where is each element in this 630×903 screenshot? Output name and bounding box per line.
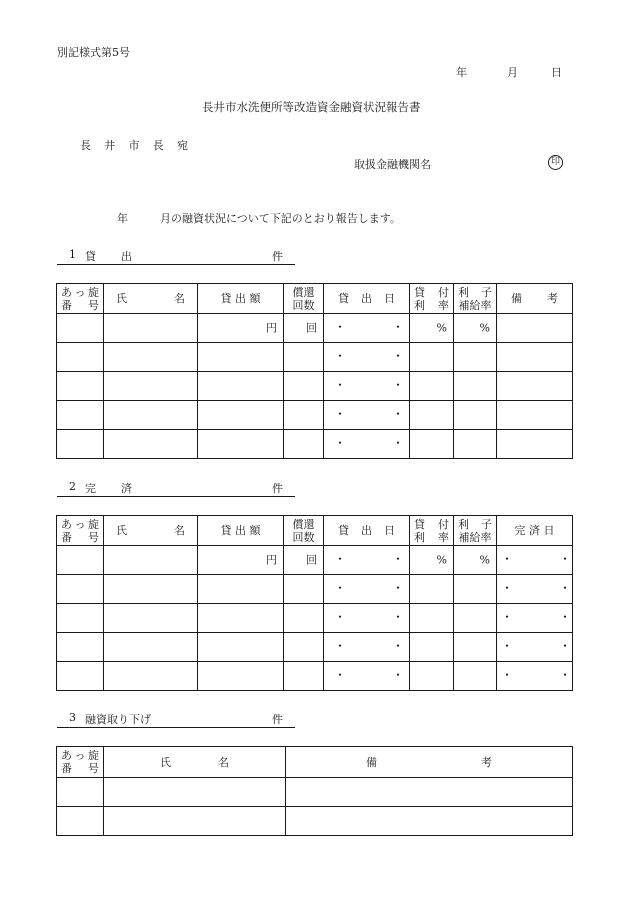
percent-unit: %	[436, 553, 447, 567]
table-header-row	[57, 284, 573, 314]
date-separator: ・	[334, 667, 347, 682]
table-header-row	[57, 747, 573, 778]
table-row	[57, 633, 573, 662]
date-separator: ・	[559, 609, 572, 624]
yen-unit: 円	[266, 553, 277, 567]
table-row	[57, 401, 573, 430]
date-separator: ・	[334, 319, 347, 334]
date-day-label: 日	[551, 66, 562, 79]
loans-table	[56, 283, 573, 459]
percent-unit: %	[479, 321, 490, 335]
date-separator: ・	[334, 638, 347, 653]
table-row	[57, 604, 573, 633]
percent-unit: %	[479, 553, 490, 567]
form-number: 別記様式第5号	[57, 46, 130, 59]
times-unit: 回	[306, 321, 317, 335]
col-loan-rate: 貸 付 利 率	[410, 284, 454, 314]
col-repay-count: 償還 回数	[284, 284, 324, 314]
section-3-heading	[57, 711, 295, 728]
date-separator: ・	[501, 551, 514, 566]
table-row	[57, 343, 573, 372]
table-row	[57, 807, 573, 836]
table-row	[57, 575, 573, 604]
percent-unit: %	[436, 321, 447, 335]
col-loan-date: 貸 出 日	[324, 284, 410, 314]
table-row	[57, 372, 573, 401]
date-separator: ・	[501, 580, 514, 595]
col-loan-amount: 貸 出 額	[198, 516, 284, 546]
section-count-label: 件	[272, 250, 283, 263]
times-unit: 回	[306, 553, 317, 567]
date-year-label: 年	[456, 66, 467, 79]
date-separator: ・	[334, 348, 347, 363]
date-separator: ・	[392, 638, 405, 653]
date-separator: ・	[392, 551, 405, 566]
yen-unit: 円	[266, 321, 277, 335]
withdrawn-table	[56, 746, 573, 836]
date-separator: ・	[392, 609, 405, 624]
addressee-char: 市	[128, 139, 140, 152]
addressee-char: 長	[80, 139, 91, 152]
date-separator: ・	[392, 319, 405, 334]
date-separator: ・	[392, 435, 405, 450]
date-separator: ・	[392, 406, 405, 421]
section-title-char: 出	[121, 250, 132, 263]
date-separator: ・	[501, 638, 514, 653]
date-separator: ・	[501, 609, 514, 624]
date-separator: ・	[392, 377, 405, 392]
date-separator: ・	[559, 580, 572, 595]
date-separator: ・	[334, 406, 347, 421]
date-separator: ・	[559, 667, 572, 682]
col-assen-number: あ っ 旋 番 号	[57, 516, 104, 546]
col-name: 氏 名	[104, 284, 198, 314]
date-separator: ・	[559, 638, 572, 653]
section-title-char: 貸	[85, 250, 96, 263]
seal-char: 印	[548, 155, 563, 170]
date-month-label: 月	[507, 66, 518, 79]
date-separator: ・	[392, 580, 405, 595]
col-completion-date: 完 済 日	[497, 516, 573, 546]
section-number: 2	[69, 480, 76, 493]
table-row	[57, 662, 573, 691]
section-number: 3	[69, 711, 76, 724]
table-header-row	[57, 516, 573, 546]
col-remarks: 備 考	[497, 284, 573, 314]
date-separator: ・	[392, 667, 405, 682]
col-name: 氏 名	[104, 516, 198, 546]
col-loan-amount: 貸 出 額	[198, 284, 284, 314]
section-count-label: 件	[272, 713, 283, 726]
col-subsidy-rate: 利 子 補給率	[454, 516, 497, 546]
section-title-char: 完	[85, 482, 96, 495]
addressee-char: 宛	[177, 139, 188, 152]
table-row	[57, 546, 573, 575]
col-repay-count: 償還 回数	[284, 516, 324, 546]
section-1-heading	[57, 248, 295, 265]
col-loan-date: 貸 出 日	[324, 516, 410, 546]
date-separator: ・	[559, 551, 572, 566]
addressee	[80, 137, 188, 153]
date-separator: ・	[334, 551, 347, 566]
col-loan-rate: 貸 付 利 率	[410, 516, 454, 546]
section-title-char: 済	[121, 482, 132, 495]
date-separator: ・	[334, 580, 347, 595]
col-assen-number: あ っ 旋 番 号	[57, 747, 104, 778]
date-separator: ・	[501, 667, 514, 682]
date-separator: ・	[334, 609, 347, 624]
col-subsidy-rate: 利 子 補給率	[454, 284, 497, 314]
date-separator: ・	[334, 377, 347, 392]
intro-text: 月の融資状況について下記のとおり報告します。	[160, 212, 401, 225]
col-assen-number: あ っ 旋 番 号	[57, 284, 104, 314]
addressee-char: 井	[104, 139, 116, 152]
date-separator: ・	[392, 348, 405, 363]
seal-mark	[548, 154, 563, 170]
document-title: 長井市水洗便所等改造資金融資状況報告書	[202, 100, 421, 114]
col-remarks: 備 考	[286, 747, 573, 778]
table-row	[57, 314, 573, 343]
section-number: 1	[69, 248, 76, 261]
addressee-char: 長	[152, 139, 164, 152]
institution-label: 取扱金融機関名	[354, 158, 431, 171]
section-count-label: 件	[272, 482, 283, 495]
table-row	[57, 778, 573, 807]
col-name: 氏 名	[104, 747, 286, 778]
date-separator: ・	[334, 435, 347, 450]
section-title: 融資取り下げ	[85, 713, 151, 726]
intro-year-label: 年	[117, 212, 128, 225]
table-row	[57, 430, 573, 459]
section-2-heading	[57, 480, 295, 497]
completed-table	[56, 515, 573, 691]
